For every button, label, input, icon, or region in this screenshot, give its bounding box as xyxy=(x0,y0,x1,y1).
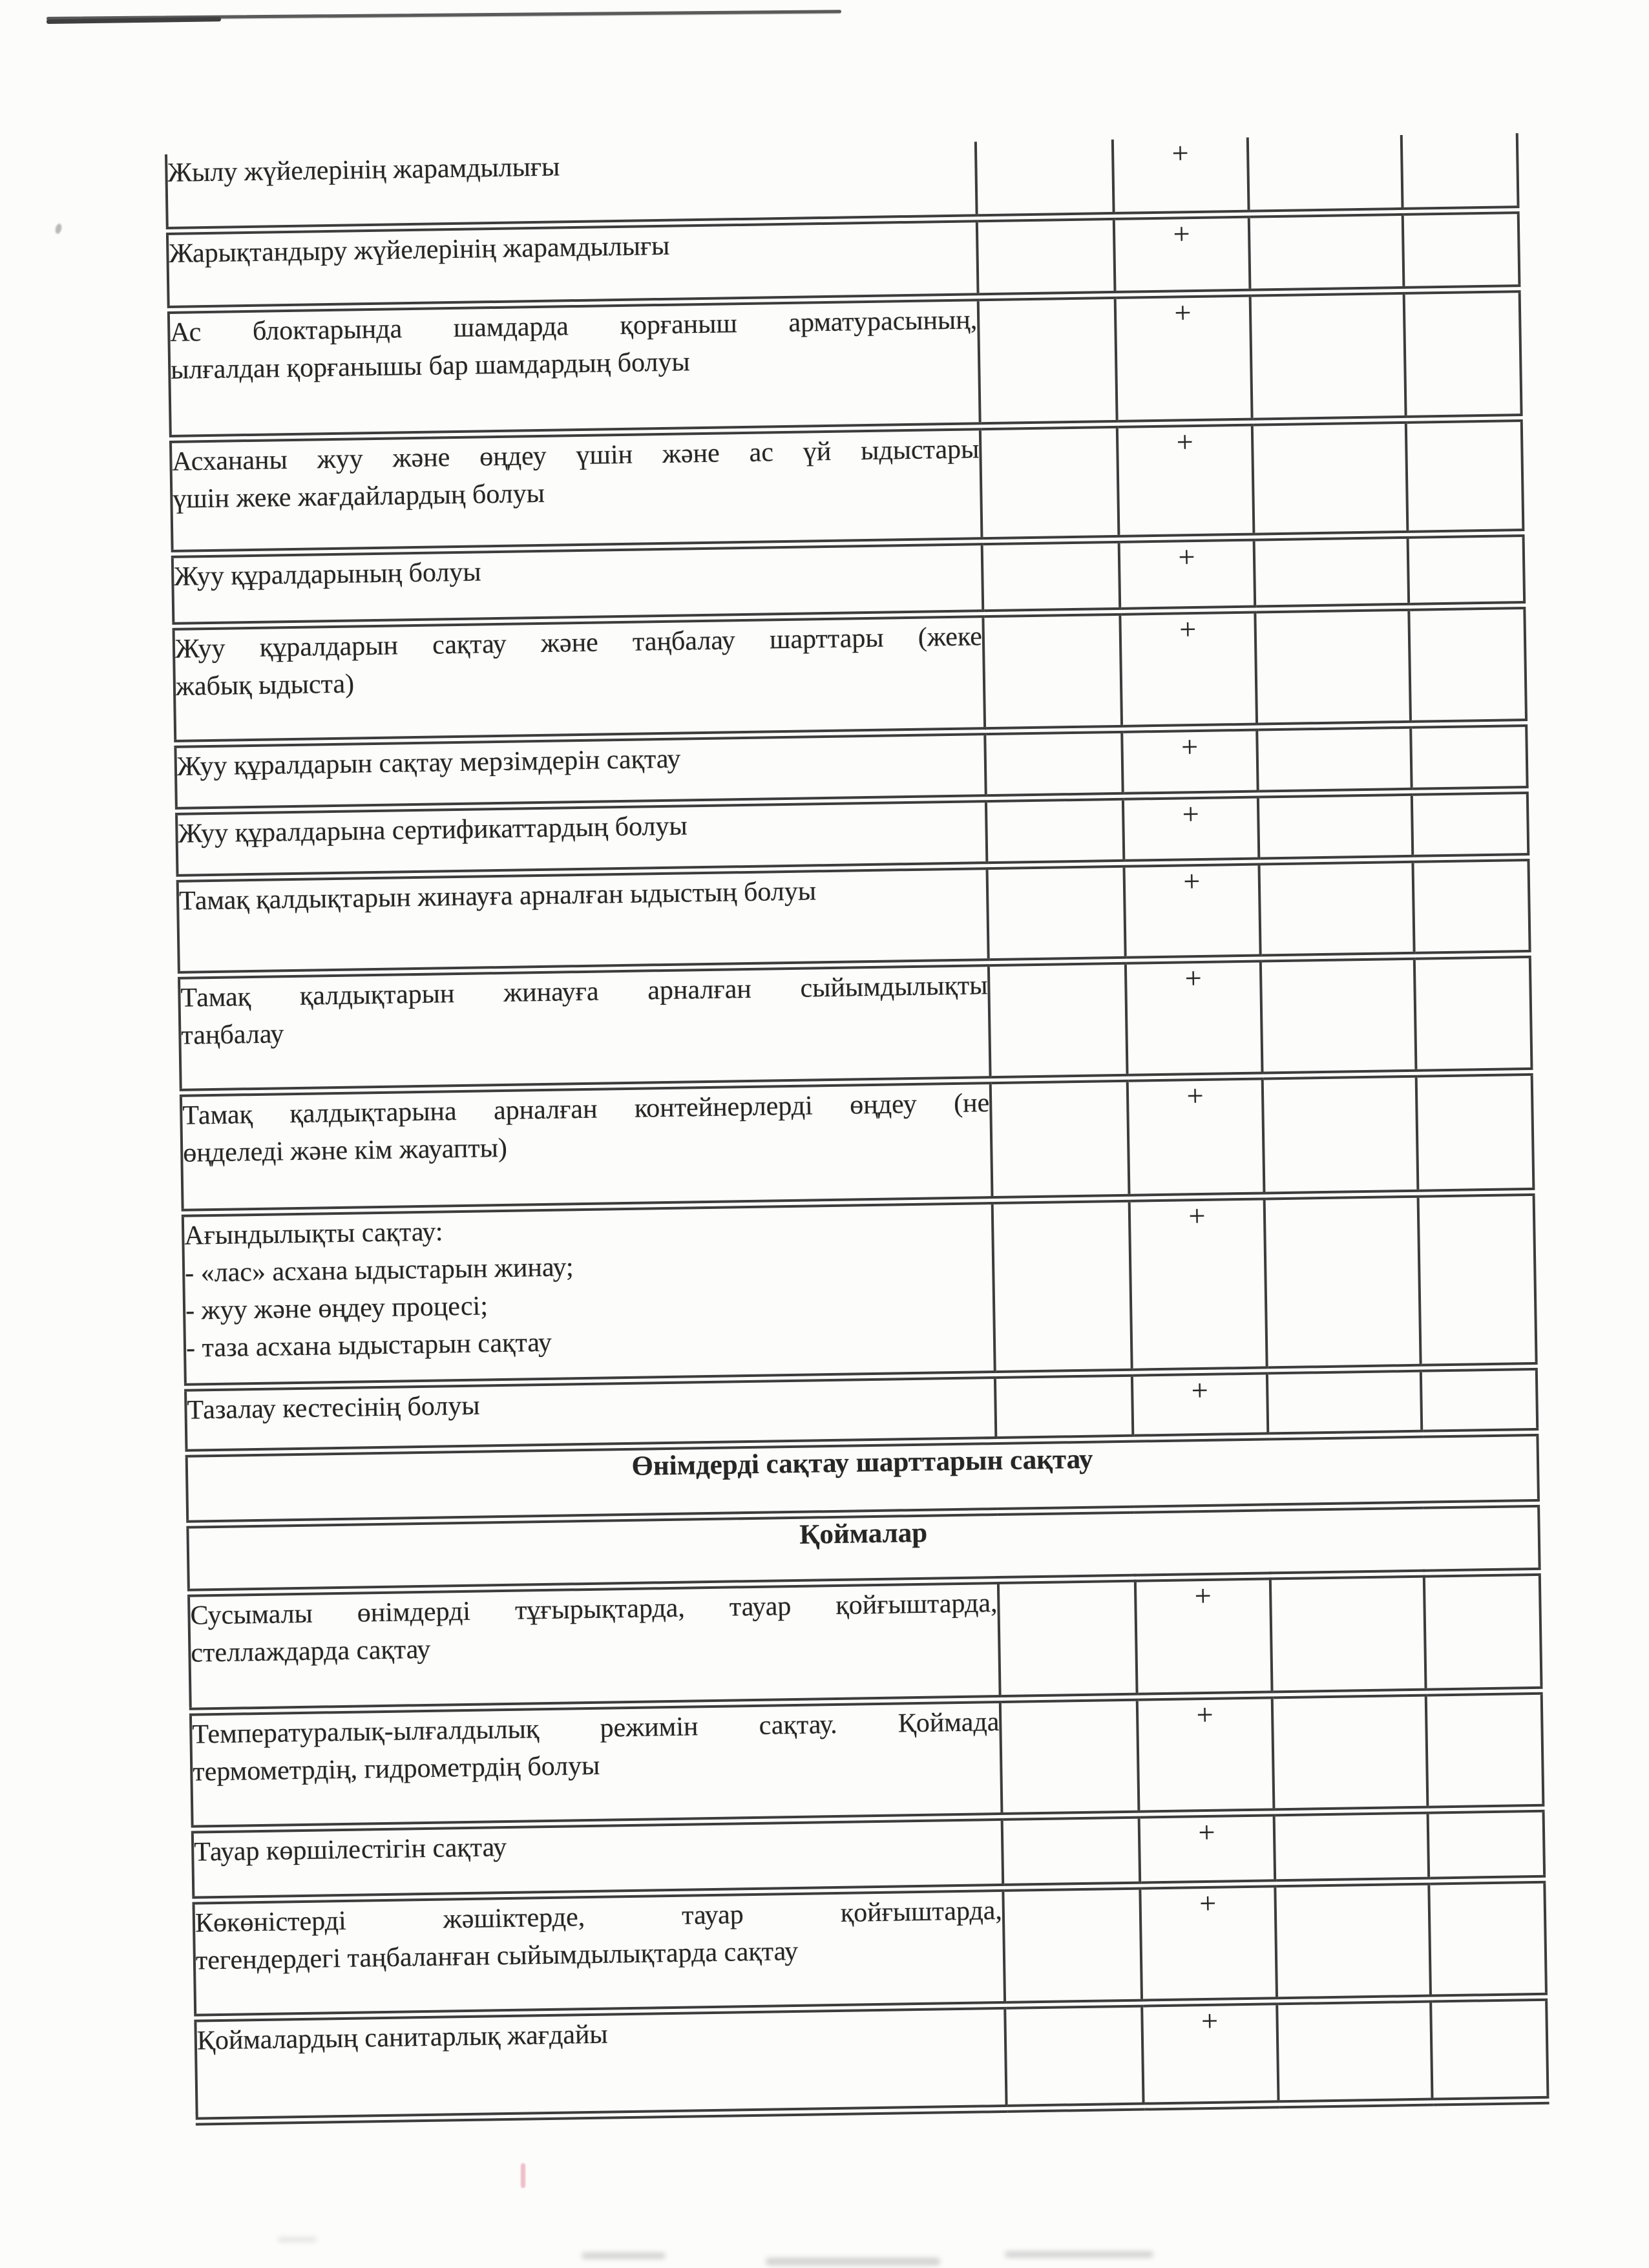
check-cell-empty xyxy=(1431,1997,1548,2102)
check-cell-empty xyxy=(1426,1690,1544,1810)
criterion-cell: Тамақ қалдықтарына арналған контейнерлерді өңдеу (не өңделеді және кім жауапты) xyxy=(181,1080,993,1213)
check-cell-empty xyxy=(989,960,1128,1080)
criterion-cell: Тауар көршілестігін сақтау xyxy=(193,1816,1003,1900)
check-cell-empty xyxy=(1277,1999,1432,2105)
criterion-cell: Ас блоктарында шамдарда қорғаныш арматурасының, ылғалдан қорғанышы бар шамдардың болуы xyxy=(169,297,980,439)
table-row xyxy=(173,605,1526,744)
criterion-cell: Жуу құралдарына сертификаттардың болуы xyxy=(176,798,987,878)
criterion-cell: Жылу жүйелерінің жарамдылығы xyxy=(166,142,977,231)
plus-mark-cell: + xyxy=(1123,794,1259,863)
check-cell-empty xyxy=(1263,1073,1418,1196)
plus-mark-cell: + xyxy=(1124,861,1260,960)
check-cell-empty xyxy=(986,796,1124,865)
check-cell-empty xyxy=(977,216,1115,297)
check-cell-empty xyxy=(998,1578,1137,1699)
check-cell-empty xyxy=(1267,1368,1422,1436)
plus-mark-cell: + xyxy=(1135,1575,1272,1696)
check-cell-empty xyxy=(995,1372,1133,1440)
table-row xyxy=(183,1192,1537,1387)
plus-mark-cell: + xyxy=(1128,1075,1265,1197)
check-cell-empty xyxy=(1414,954,1532,1073)
criterion-cell: Жуу құралдарының болуы xyxy=(173,541,983,626)
check-cell-empty xyxy=(1411,722,1528,792)
criterion-cell: Тамақ қалдықтарын жинауға арналған ыдыстың болуы xyxy=(178,865,989,975)
check-cell-empty xyxy=(1270,1573,1426,1695)
check-cell-empty xyxy=(1252,419,1408,537)
criterion-cell: Жарықтандыру жүйелерінің жарамдылығы xyxy=(167,218,978,310)
table-row xyxy=(179,954,1532,1093)
plus-mark-cell: + xyxy=(1113,138,1249,216)
criterion-cell: Жуу құралдарын сақтау және таңбалау шарттары (жеке жабық ыдыста) xyxy=(173,613,985,744)
plus-mark-cell: + xyxy=(1140,1883,1277,2002)
check-cell-empty xyxy=(991,1078,1129,1200)
table-row xyxy=(195,1997,1548,2121)
plus-mark-cell: + xyxy=(1117,422,1254,539)
check-cell-empty xyxy=(1413,857,1529,956)
check-cell-empty xyxy=(1404,288,1522,419)
check-cell-empty xyxy=(1003,1885,1142,2005)
check-cell-empty xyxy=(983,611,1122,731)
plus-mark-cell: + xyxy=(1119,537,1255,611)
criterion-cell: Жуу құралдарын сақтау мерзімдерін сақтау xyxy=(175,731,985,811)
check-cell-empty xyxy=(976,140,1114,218)
check-cell-empty xyxy=(1427,1808,1544,1881)
table-row xyxy=(193,1879,1546,2018)
check-cell-empty xyxy=(1248,135,1403,214)
check-cell-empty xyxy=(982,539,1120,613)
check-cell-empty xyxy=(1409,605,1526,724)
check-cell-empty xyxy=(1275,1881,1431,2001)
plus-mark-cell: + xyxy=(1122,727,1258,796)
check-cell-empty xyxy=(980,424,1119,541)
check-cell-empty xyxy=(1000,1697,1139,1816)
check-cell-empty xyxy=(993,1198,1132,1374)
criterion-cell: Асхананы жуу және өңдеу үшін және ас үй ыдыстары үшін жеке жағдайлардың болуы xyxy=(171,426,982,554)
check-cell-empty xyxy=(1421,1366,1538,1434)
check-cell-empty xyxy=(1429,1879,1546,1999)
check-cell-empty xyxy=(1259,859,1414,958)
check-cell-empty xyxy=(1261,956,1416,1076)
check-cell-empty xyxy=(1403,209,1520,290)
criterion-cell: Температуралық-ылғалдылық режимін сақтау. Қоймада термометрдің, гидрометрдің болуы xyxy=(191,1699,1002,1829)
check-cell-empty xyxy=(1272,1692,1428,1812)
rotated-table-wrapper xyxy=(165,133,1549,2125)
criterion-cell: Тамақ қалдықтарын жинауға арналған сыйымдылықты таңбалау xyxy=(179,962,991,1093)
table-row xyxy=(181,1071,1534,1213)
plus-mark-cell: + xyxy=(1132,1370,1268,1438)
check-cell-empty xyxy=(1416,1071,1534,1193)
check-cell-empty xyxy=(1402,133,1518,211)
plus-mark-cell: + xyxy=(1120,609,1257,729)
plus-mark-cell: + xyxy=(1139,1812,1276,1885)
check-cell-empty xyxy=(985,729,1123,798)
check-cell-empty xyxy=(1424,1571,1542,1692)
table-row xyxy=(189,1571,1542,1712)
table-row xyxy=(191,1690,1544,1829)
check-cell-empty xyxy=(1418,1192,1536,1368)
scan-artifact-smudge xyxy=(278,2237,317,2242)
criterion-cell: Сусымалы өнімдерді тұғырықтарда, тауар қойғыштарда, стеллаждарда сақтау xyxy=(189,1580,1000,1712)
criterion-cell: Тазалау кестесінің болуы xyxy=(185,1374,996,1453)
plus-mark-cell: + xyxy=(1126,958,1263,1078)
plus-mark-cell: + xyxy=(1114,214,1250,295)
scan-artifact-smudge xyxy=(1005,2251,1153,2258)
table-row xyxy=(169,288,1522,439)
check-cell-empty xyxy=(1258,792,1413,861)
check-cell-empty xyxy=(1257,724,1412,794)
plus-mark-cell: + xyxy=(1137,1694,1274,1814)
check-cell-empty xyxy=(987,863,1125,962)
scan-artifact-smudge xyxy=(582,2252,666,2259)
table-row xyxy=(171,417,1524,554)
plus-mark-cell: + xyxy=(1142,2000,1278,2106)
check-cell-empty xyxy=(1250,290,1406,422)
section-header: Қоймалар xyxy=(187,1503,1539,1593)
check-cell-empty xyxy=(1407,532,1524,607)
section-header: Өнімдерді сақтау шарттарын сақтау xyxy=(187,1432,1539,1524)
check-cell-empty xyxy=(1002,1814,1140,1887)
check-cell-empty xyxy=(1005,2003,1143,2108)
criterion-cell: Қоймалардың санитарлық жағдайы xyxy=(195,2005,1006,2121)
check-cell-empty xyxy=(978,295,1117,426)
table-scan-region xyxy=(0,136,1649,2187)
check-cell-empty xyxy=(1249,211,1404,293)
check-cell-empty xyxy=(1265,1193,1421,1370)
inspection-checklist-table xyxy=(165,133,1549,2125)
plus-mark-cell: + xyxy=(1129,1195,1267,1372)
plus-mark-cell: + xyxy=(1115,293,1252,424)
check-cell-empty xyxy=(1406,417,1524,534)
check-cell-empty xyxy=(1274,1810,1429,1884)
check-cell-empty xyxy=(1412,790,1529,859)
check-cell-empty xyxy=(1255,607,1411,727)
check-cell-empty xyxy=(1254,534,1409,609)
criterion-cell: Көкөністерді жәшіктерде, тауар қойғыштарда, тегендердегі таңбаланған сыйымдылықтарда сақтау xyxy=(193,1887,1005,2018)
scan-artifact-smudge xyxy=(766,2258,940,2265)
criterion-cell: Ағындылықты сақтау: - «лас» асхана ыдыстарын жинау; - жуу және өңдеу процесі; - таза асхана ыдыстарын сақтау xyxy=(183,1200,995,1387)
